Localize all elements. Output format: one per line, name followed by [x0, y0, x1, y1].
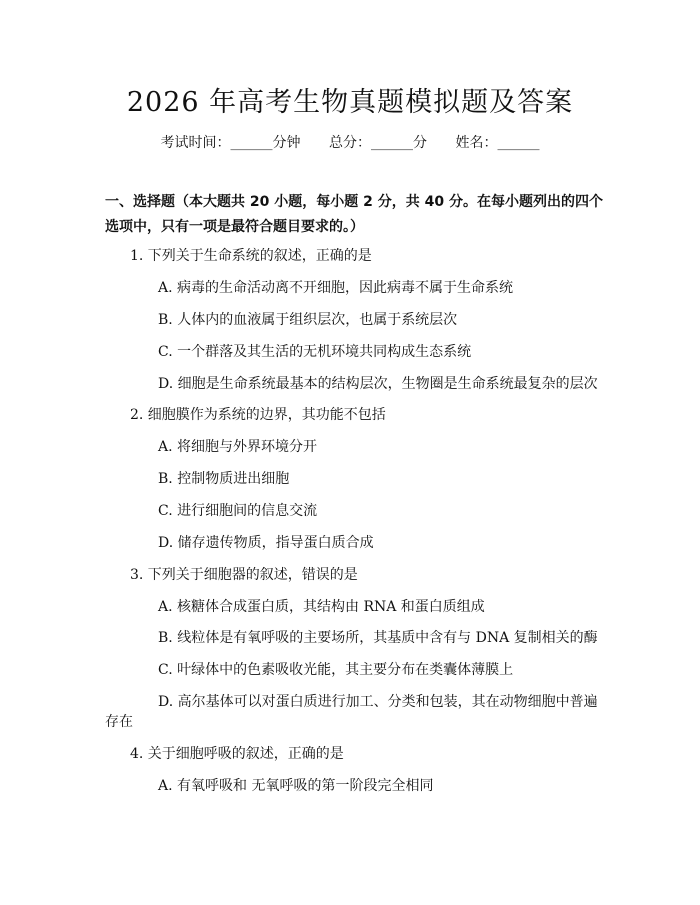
- option-d: D. 储存遗传物质，指导蛋白质合成: [158, 535, 374, 551]
- option-a: A. 病毒的生命活动离不开细胞，因此病毒不属于生命系统: [158, 280, 514, 296]
- section-heading: 一、选择题（本大题共 20 小题，每小题 2 分，共 40 分。在每小题列出的四个选项中，只有一项是最符合题目要求的。）: [105, 194, 603, 235]
- option-a: A. 核糖体合成蛋白质，其结构由 RNA 和蛋白质组成: [158, 599, 485, 615]
- option-b: B. 线粒体是有氧呼吸的主要场所，其基质中含有与 DNA 复制相关的酶: [158, 630, 598, 646]
- option-a: A. 将细胞与外界环境分开: [158, 439, 318, 455]
- option-c: C. 一个群落及其生活的无机环境共同构成生态系统: [158, 344, 472, 360]
- score-field: 总分：______分: [329, 135, 427, 151]
- exam-title: 2026 年高考生物真题模拟题及答案: [126, 87, 574, 118]
- question-stem: 1. 下列关于生命系统的叙述，正确的是: [130, 248, 372, 264]
- option-c: C. 进行细胞间的信息交流: [158, 503, 318, 519]
- option-d: D. 细胞是生命系统最基本的结构层次，生物圈是生命系统最复杂的层次: [158, 376, 598, 392]
- option-d-continued: 存在: [105, 714, 133, 730]
- question-stem: 3. 下列关于细胞器的叙述，错误的是: [130, 567, 358, 583]
- option-a: A. 有氧呼吸和 无氧呼吸的第一阶段完全相同: [158, 778, 434, 794]
- name-field: 姓名：______: [455, 135, 540, 151]
- option-d: D. 高尔基体可以对蛋白质进行加工、分类和包装，其在动物细胞中普遍: [158, 694, 598, 710]
- option-c: C. 叶绿体中的色素吸收光能，其主要分布在类囊体薄膜上: [158, 662, 514, 678]
- time-field: 考试时间：______分钟: [160, 135, 301, 151]
- option-b: B. 人体内的血液属于组织层次，也属于系统层次: [158, 312, 458, 328]
- question-stem: 4. 关于细胞呼吸的叙述，正确的是: [130, 746, 344, 762]
- option-b: B. 控制物质进出细胞: [158, 471, 290, 487]
- question-stem: 2. 细胞膜作为系统的边界，其功能不包括: [130, 407, 386, 423]
- exam-meta: [0, 132, 700, 152]
